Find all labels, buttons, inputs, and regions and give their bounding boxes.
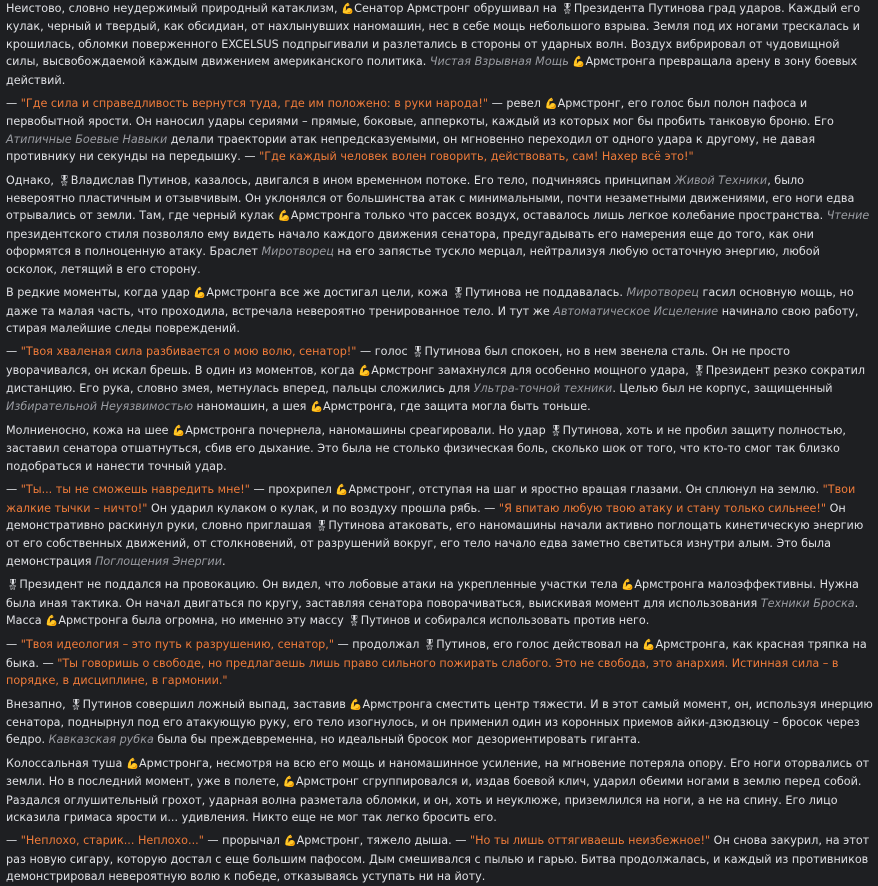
technique-name: Избирательной Неуязвимостью [6, 399, 193, 413]
medal-icon: 🎖 [560, 3, 574, 15]
narration-text: Путинов совершил ложный выпад, заставив [82, 697, 350, 711]
medal-icon: 🎖 [411, 346, 425, 359]
narration-text: . [221, 554, 226, 568]
narration-text: Колоссальная туша [6, 756, 126, 770]
flexed-biceps-icon: 💪 [309, 400, 324, 413]
flexed-biceps-icon: 💪 [282, 776, 296, 789]
technique-name: Живой Техники [674, 173, 768, 187]
technique-name: Поглощения Энергии [95, 554, 222, 568]
narration-text: Армстронг, его голос был полон пафоса и первобытной ярости. Он наносил удары сериями – прямые, боковые, апперкоты, каждый из которых мог бы пробить танковую броню. Его [6, 97, 834, 129]
narration-text: на его запястье тускло мерцал, нейтрализуя любую остаточную энергию, любой осколок, летящий в его сторону. [6, 245, 820, 276]
story-paragraph [6, 755, 873, 827]
narration-text: Путинов и собирался использовать против него. [360, 614, 650, 627]
narration-text: Армстронга, как красная тряпка на быка. — [6, 638, 867, 670]
technique-name: Техники Броска [760, 596, 855, 610]
narration-text: — ревел [488, 97, 545, 111]
narration-text: — продолжал [333, 638, 423, 652]
narration-text: — прохрипел [249, 483, 336, 497]
narration-text: Армстронг, отступая на шаг и яростно вращая глазами. Он сплюнул на землю. [348, 483, 823, 497]
story-paragraph [6, 284, 873, 337]
narration-text: делали траектории атак непредсказуемыми, он мгновенно переходил от одного удара к другому, не давая противнику ни секунды на передышку. — [6, 132, 816, 164]
flexed-biceps-icon: 💪 [335, 484, 349, 497]
technique-name: Автоматическое Исцеление [553, 304, 719, 318]
narration-text: Президент не поддался на провокацию. Он видел, что лобовые атаки на укрепленные участки тела [19, 578, 622, 592]
story-paragraph [6, 636, 873, 689]
medal-icon: 🎖 [549, 424, 563, 437]
narration-text: Армстронга была огромна, но именно эту массу [58, 614, 348, 627]
narration-text: Владислав Путинов, казалось, двигался в ином временном потоке. Его тело, подчиняясь принципам [70, 173, 675, 187]
narration-text: Путинова, хоть и не пробил защиту полностью, заставил сенатора отшатнуться, сбив его дыхание. Это была не столько физическая боль, сколько шок от того, что кто-то смог так близко подобраться и нанести точный удар. [6, 423, 846, 473]
narration-text: — голос [356, 345, 412, 359]
narration-text: наномашин, а шея [193, 399, 310, 413]
technique-name: Ультра-точной техники [473, 382, 613, 396]
narration-text: начинало свою работу, стирая малейшие следы повреждений. [6, 304, 859, 335]
medal-icon: 🎖 [692, 364, 706, 377]
narration-text: Армстронга малоэффективны. Нужна была иная тактика. Он начал двигаться по кругу, заставляя сенатора поворачиваться, выискивая момент для использования [6, 578, 859, 610]
dialogue-quote: "Твоя идеология – это путь к разрушению, сенатор," [20, 638, 334, 652]
flexed-biceps-icon: 💪 [642, 639, 656, 652]
narration-text: В редкие моменты, когда удар [6, 286, 194, 300]
narration-text: президентского стиля позволяло ему видеть начало каждого движения сенатора, предугадывать его намерения еще до того, как они оформятся в полноценную атаку. Браслет [6, 227, 814, 259]
narration-text: Армстронг замахнулся для особенно мощного удара, [371, 363, 693, 377]
flexed-biceps-icon: 💪 [358, 364, 372, 377]
technique-name: Миротворец [626, 286, 699, 300]
medal-icon: 🎖 [69, 698, 83, 711]
narration-text: . Целью был не корпус, защищенный [612, 382, 833, 396]
narration-text: Армстронга только что рассек воздух, оставалось лишь легкое колебание пространства. [290, 209, 827, 223]
narration-text: . Масса [6, 596, 859, 627]
dialogue-quote: "Но ты лишь оттягиваешь неизбежное!" [469, 834, 711, 848]
flexed-biceps-icon: 💪 [193, 287, 207, 300]
narration-text: — [6, 345, 21, 359]
narration-text: Президента Путинова град ударов. Каждый его кулак, черный и твердый, как обсидиан, от нахлынувших наномашин, нес в себе мощь небольшого взрыва. Земля под их ногами трескалась и крошилась, обломки поверженного EXCELSUS подпрыгивали и разлетались в стороны от ударных волн. Воздух вибрировал от чудовищной силы, высвобождаемой каждым движением американского политика. [6, 2, 861, 69]
narration-text: Армстронга сместить центр тяжести. И в этот самый момент, он, используя инерцию сенатора, поднырнул под его атакующую руку, его тело изогнулось, и он применил один из коронных приемов айки-дзюдзюцу – бросок через бедро. [6, 697, 873, 747]
narration-text: , было невероятно пластичным и отзывчивым. Он уклонялся от большинства атак с минимальными, почти незаметными движениями, его ноги едва отрывались от земли. Там, где черный кулак [6, 173, 855, 223]
story-paragraph [6, 0, 873, 89]
narration-text: Он демонстративно раскинул руки, словно приглашая [6, 501, 846, 532]
narration-text: Молниеносно, кожа на шее [6, 423, 173, 437]
dialogue-quote: "Неплохо, старик... Неплохо..." [20, 834, 204, 848]
story-paragraph [6, 95, 873, 166]
medal-icon: 🎖 [314, 519, 329, 532]
narration-text: Армстронг, тяжело дыша. — [296, 834, 470, 848]
story-paragraph [6, 696, 873, 749]
technique-name: Миротворец [261, 245, 334, 259]
flexed-biceps-icon: 💪 [572, 56, 586, 69]
narration-text: Армстронга превращала арену в зону боевых действий. [6, 55, 858, 87]
technique-name: Кавказская рубка [48, 733, 154, 747]
dialogue-quote: "Твои жалкие тычки – ничто!" [6, 483, 856, 515]
flexed-biceps-icon: 💪 [283, 835, 297, 848]
flexed-biceps-icon: 💪 [544, 98, 558, 111]
story-paragraph [6, 576, 873, 630]
story-paragraph [6, 172, 873, 278]
flexed-biceps-icon: 💪 [277, 210, 291, 223]
narration-text: Однако, [6, 173, 58, 187]
flexed-biceps-icon: 💪 [172, 424, 186, 437]
narration-text: гасил основную мощь, но даже та малая часть, что проходила, встречала невероятно тренированное тело. И тут же [6, 286, 854, 318]
dialogue-quote: "Ты... ты не сможешь навредить мне!" [20, 483, 250, 497]
dialogue-quote: "Ты говоришь о свободе, но предлагаешь лишь право сильного пожирать слабого. Это не свобода, это анархия. Истинная сила – в порядке, в дисциплине, в гармонии." [6, 656, 839, 688]
narration-text: — [6, 97, 21, 111]
narration-text: Армстронга почернела, наномашины среагировали. Но удар [185, 423, 550, 437]
story-paragraph [6, 481, 873, 570]
dialogue-quote: "Я впитаю любую твою атаку и стану только сильнее!" [498, 501, 827, 515]
medal-icon: 🎖 [6, 579, 20, 592]
narration-text: Путинова не поддавалась. [464, 286, 627, 300]
dialogue-quote: "Твоя хваленая сила разбивается о мою волю, сенатор!" [20, 345, 357, 359]
narration-text: — прорычал [203, 834, 284, 848]
narration-text: была бы преждевременна, но идеальный бросок мог дезориентировать гиганта. [153, 733, 641, 747]
flexed-biceps-icon: 💪 [125, 757, 140, 770]
flexed-biceps-icon: 💪 [341, 3, 355, 15]
technique-name: Атипичные Боевые Навыки [6, 132, 168, 146]
narration-text: Он снова закурил, на этот раз новую сигару, которую достал с еще большим пафосом. Дым смешивался с пылью и гарью. Битва продолжалась, и каждый из противников демонстрировал невероятную волю к победе, отказываясь уступать ни на йоту. [6, 834, 870, 884]
narration-text: Неистово, словно неудержимый природный катаклизм, [6, 2, 342, 15]
story-paragraph [6, 343, 873, 416]
medal-icon: 🎖 [57, 174, 71, 187]
dialogue-quote: "Где сила и справедливость вернутся туда, где им положено: в руки народа!" [20, 97, 489, 111]
narration-text: Армстронга, несмотря на всю его мощь и наномашинное усиление, на мгновение потеряла опору. Его ноги оторвались от земли. Но в последний момент, уже в полете, [6, 756, 870, 789]
technique-name: Чистая Взрывная Мощь [429, 55, 569, 69]
medal-icon: 🎖 [347, 615, 361, 627]
narration-text: Путинова был спокоен, но в нем звенела сталь. Он не просто уворачивался, он искал брешь. В один из моментов, когда [6, 345, 790, 377]
narration-text: Путинова атаковать, его наномашины начали активно поглощать кинетическую энергию от его собственных движений, от столкновений, от разрушений вокруг, его тело начало едва заметно светиться изнутри алым. Это была демонстрация [6, 518, 864, 568]
flexed-biceps-icon: 💪 [349, 698, 363, 711]
story-paragraph [6, 422, 873, 475]
narration-text: — [6, 638, 21, 652]
technique-name: Чтение [826, 209, 870, 223]
medal-icon: 🎖 [451, 287, 465, 300]
narration-text: Внезапно, [6, 697, 70, 711]
narration-text: — [6, 834, 21, 848]
dialogue-quote: "Где каждый человек волен говорить, действовать, сам! Нахер всё это!" [259, 150, 694, 164]
medal-icon: 🎖 [422, 639, 437, 652]
narration-text: Он ударил кулаком о кулак, и по воздуху прошла рябь. — [147, 501, 499, 515]
narration-text: — [6, 483, 21, 497]
narration-text: Армстронга, где защита могла быть тоньше. [323, 399, 591, 413]
narration-text: Армстронга все же достигал цели, кожа [206, 286, 452, 300]
flexed-biceps-icon: 💪 [45, 615, 59, 627]
flexed-biceps-icon: 💪 [621, 579, 635, 592]
narration-text: Президент резко сократил дистанцию. Его рука, словно змея, метнулась вперед, пальцы сложились для [6, 363, 866, 396]
narration-text: Сенатор Армстронг обрушивал на [354, 2, 561, 15]
story-paragraph [6, 832, 873, 885]
narration-text: Армстронг сгруппировался и, издав боевой клич, ударил обеими ногами в землю перед собой. Раздался оглушительный грохот, ударная волна разметала обломки, и он, хоть и неуклюже, приземлился на ноги, а не на спину. Его лицо исказила гримаса ярости и... удивления. Никто еще не мог так легко бросить его. [6, 775, 862, 825]
narration-text: Путинов, его голос действовал на [436, 638, 643, 652]
